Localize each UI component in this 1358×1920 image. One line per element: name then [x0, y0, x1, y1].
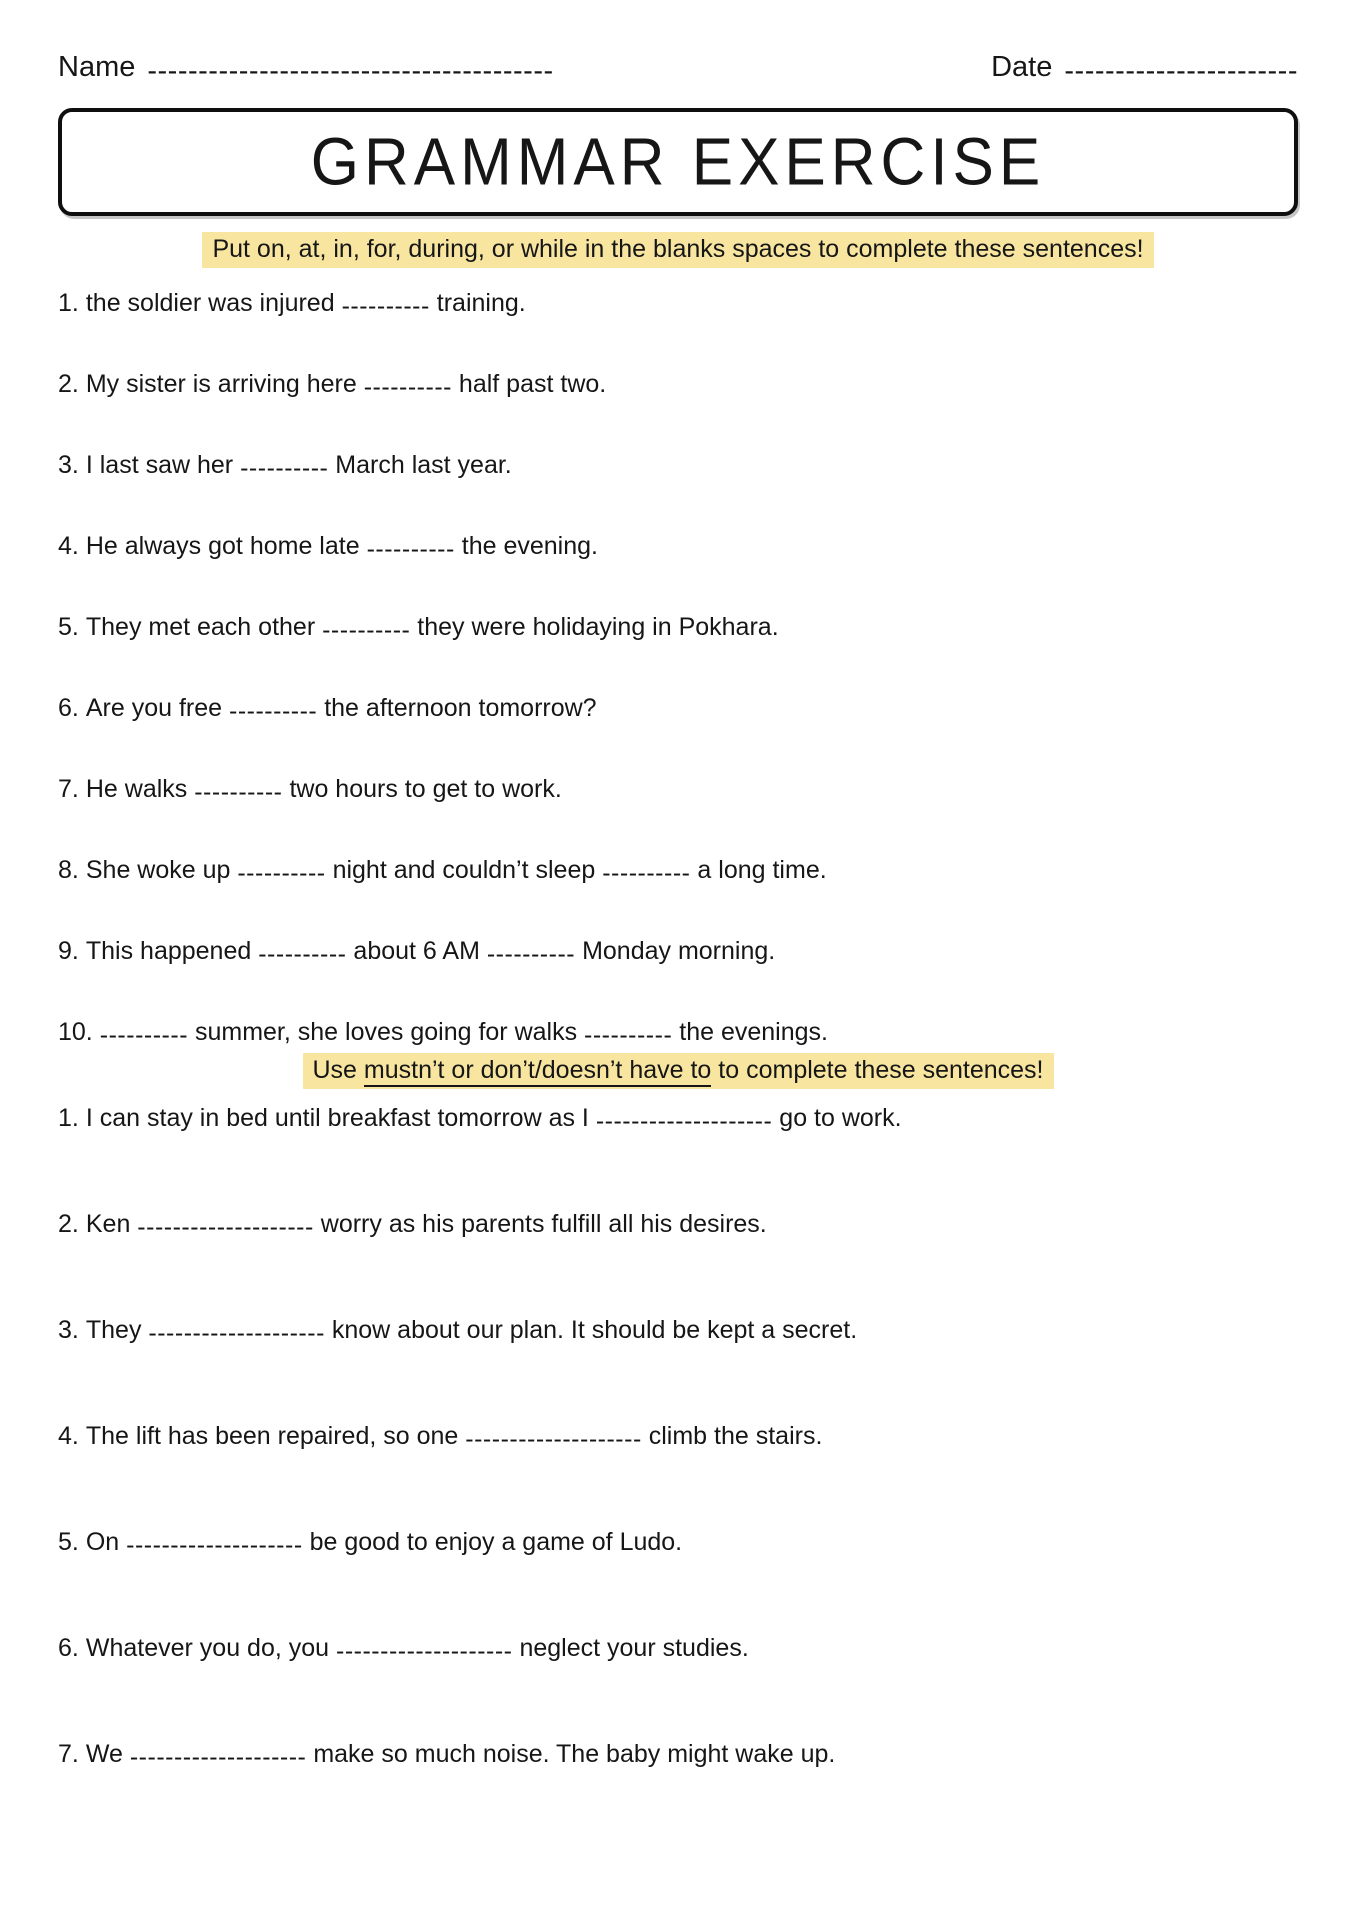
sentence-text: be good to enjoy a game of Ludo.: [302, 1528, 683, 1556]
sentence-text: We: [85, 1740, 130, 1768]
blank-line: --------------------: [465, 1425, 642, 1453]
sentence-list-prepositions: [58, 289, 1298, 1049]
sentence-text: Whatever you do, you: [85, 1634, 336, 1662]
sentence-item: [58, 1528, 1298, 1559]
sentence-text: climb the stairs.: [641, 1422, 823, 1450]
sentence-text: about 6 AM: [346, 937, 487, 965]
sentence-text: training.: [429, 289, 526, 317]
sentence-text: go to work.: [772, 1104, 902, 1132]
sentence-number: 8.: [58, 856, 79, 884]
sentence-text: the soldier was injured: [85, 289, 342, 317]
blank-line: ----------: [584, 1021, 673, 1049]
date-blank-line: -----------------------: [1064, 55, 1298, 87]
sentence-text: half past two.: [451, 370, 607, 398]
sentence-number: 7.: [58, 1740, 79, 1768]
sentence-text: They met each other: [85, 613, 323, 641]
instruction-text: to complete these sentences!: [711, 1056, 1044, 1084]
sentence-text: the afternoon tomorrow?: [317, 694, 597, 722]
sentence-number: 3.: [58, 1316, 79, 1344]
sentence-number: 6.: [58, 1634, 79, 1662]
name-field: [58, 50, 554, 87]
sentence-text: She woke up: [85, 856, 238, 884]
sentence-item: [58, 613, 1298, 644]
blank-line: ----------: [240, 454, 329, 482]
sentence-text: a long time.: [690, 856, 827, 884]
instruction-text: Use: [312, 1056, 364, 1084]
instruction-highlight: [202, 232, 1153, 268]
sentence-number: 5.: [58, 1528, 79, 1556]
sentence-item: [58, 1018, 1298, 1049]
blank-line: ----------: [258, 940, 347, 968]
sentence-item: [58, 1740, 1298, 1771]
sentence-item: [58, 1422, 1298, 1453]
sentence-text: On: [85, 1528, 127, 1556]
sentence-text: I can stay in bed until breakfast tomorrow as I: [85, 1104, 596, 1132]
blank-line: --------------------: [129, 1743, 307, 1771]
sentence-text: Ken: [85, 1210, 138, 1238]
sentence-number: 4.: [58, 1422, 79, 1450]
sentence-text: worry as his parents fulfill all his desires.: [313, 1210, 767, 1238]
sentence-text: night and couldn’t sleep: [325, 856, 603, 884]
sentence-text: March last year.: [328, 451, 512, 479]
instruction-underlined-text: mustn’t or don’t/doesn’t have to: [364, 1056, 711, 1087]
sentence-item: [58, 532, 1298, 563]
instruction-row-mustnt: [58, 1053, 1298, 1089]
sentence-item: [58, 1104, 1298, 1135]
sentence-number: 2.: [58, 370, 79, 398]
sentence-number: 4.: [58, 532, 79, 560]
sentence-number: 7.: [58, 775, 79, 803]
title-box: [58, 108, 1298, 216]
sentence-text: neglect your studies.: [512, 1634, 749, 1662]
blank-line: --------------------: [148, 1319, 325, 1347]
sentence-text: My sister is arriving here: [85, 370, 364, 398]
blank-line: --------------------: [137, 1213, 314, 1241]
blank-line: ----------: [322, 616, 411, 644]
blank-line: --------------------: [336, 1637, 513, 1665]
sentence-item: [58, 289, 1298, 320]
blank-line: ----------: [363, 373, 452, 401]
sentence-item: [58, 370, 1298, 401]
section-mustnt-dont-have-to: [58, 1053, 1298, 1771]
sentence-text: They: [85, 1316, 149, 1344]
instruction-text: Put on, at, in, for, during, or while in the blanks spaces to complete these sentences!: [212, 235, 1144, 263]
sentence-item: [58, 856, 1298, 887]
section-prepositions: [58, 232, 1298, 1049]
sentence-number: 9.: [58, 937, 79, 965]
date-label: Date: [991, 51, 1053, 83]
sentence-number: 10.: [58, 1018, 93, 1046]
sentence-text: He walks: [85, 775, 195, 803]
sentence-text: The lift has been repaired, so one: [85, 1422, 466, 1450]
sentence-number: 1.: [58, 1104, 79, 1132]
sentence-item: [58, 1316, 1298, 1347]
blank-line: ----------: [341, 292, 430, 320]
sentence-item: [58, 694, 1298, 725]
sentence-item: [58, 775, 1298, 806]
blank-line: --------------------: [595, 1107, 773, 1135]
sentence-item: [58, 1634, 1298, 1665]
blank-line: ----------: [366, 535, 455, 563]
name-blank-line: ----------------------------------------: [147, 55, 554, 87]
sentence-text: I last saw her: [85, 451, 241, 479]
sentence-item: [58, 937, 1298, 968]
date-field: [991, 50, 1298, 87]
sentence-item: [58, 451, 1298, 482]
sentence-text: the evening.: [454, 532, 598, 560]
sentence-text: He always got home late: [85, 532, 367, 560]
sentence-number: 6.: [58, 694, 79, 722]
sentence-number: 3.: [58, 451, 79, 479]
sentence-text: summer, she loves going for walks: [188, 1018, 585, 1046]
sentence-item: [58, 1210, 1298, 1241]
blank-line: ----------: [602, 859, 691, 887]
sentence-text: the evenings.: [672, 1018, 828, 1046]
sentence-number: 2.: [58, 1210, 79, 1238]
sentence-text: This happened: [85, 937, 259, 965]
instruction-highlight: [303, 1053, 1054, 1089]
sentence-text: know about our plan. It should be kept a secret.: [324, 1316, 858, 1344]
sentence-text: two hours to get to work.: [282, 775, 562, 803]
worksheet-title: GRAMMAR EXERCISE: [310, 124, 1046, 200]
sentence-number: 1.: [58, 289, 79, 317]
blank-line: --------------------: [126, 1531, 303, 1559]
sentence-text: make so much noise. The baby might wake up.: [306, 1740, 836, 1768]
sentence-list-mustnt: [58, 1104, 1298, 1771]
sentence-text: Monday morning.: [575, 937, 776, 965]
blank-line: ----------: [99, 1021, 189, 1049]
sentence-text: Are you free: [85, 694, 229, 722]
blank-line: ----------: [229, 697, 318, 725]
header-row: [58, 50, 1298, 87]
sentence-number: 5.: [58, 613, 79, 641]
name-label: Name: [58, 51, 136, 83]
sentence-text: they were holidaying in Pokhara.: [410, 613, 779, 641]
instruction-row-prepositions: [58, 232, 1298, 268]
blank-line: ----------: [486, 940, 576, 968]
blank-line: ----------: [237, 859, 326, 887]
blank-line: ----------: [194, 778, 283, 806]
